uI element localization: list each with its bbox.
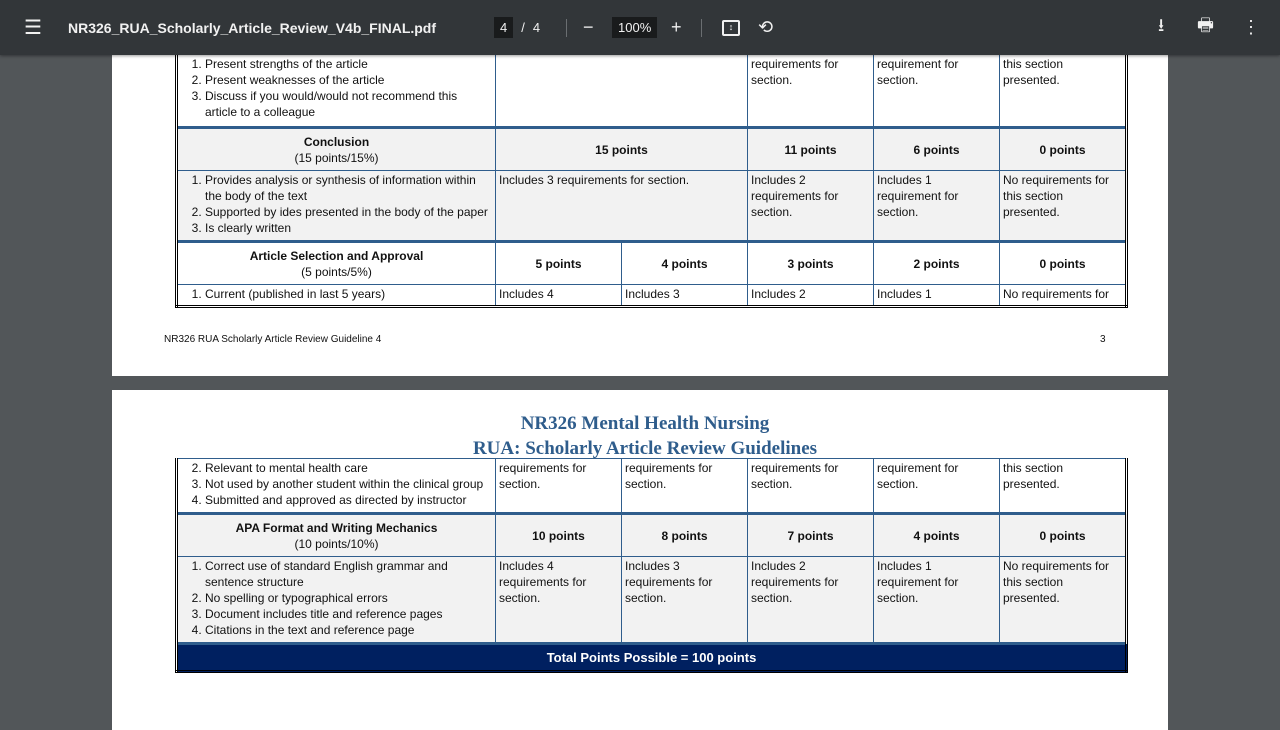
points-cell: 7 points bbox=[748, 514, 874, 557]
print-icon[interactable]: 🖶 bbox=[1197, 14, 1214, 35]
score-cell: requirement for section. bbox=[874, 41, 1000, 128]
score-cell: requirements for section. bbox=[622, 459, 748, 514]
criteria-cell bbox=[177, 459, 496, 514]
points-cell: 6 points bbox=[874, 128, 1000, 171]
score-cell: No requirements for this section presented. bbox=[1000, 557, 1127, 644]
list-item: 2. Present weaknesses of the article bbox=[205, 72, 492, 88]
criteria-cell bbox=[177, 171, 496, 242]
section-header-row bbox=[177, 128, 1127, 171]
list-item: 4. Submitted and approved as directed by instructor bbox=[205, 492, 492, 508]
document-title: NR326 Mental Health Nursing bbox=[520, 413, 770, 434]
score-cell: Includes 1 requirement for section. bbox=[874, 171, 1000, 242]
section-title: Article Selection and Approval (5 points/5%) bbox=[177, 242, 496, 285]
score-cell: Includes 3 requirements for section. bbox=[622, 557, 748, 644]
score-cell: Includes 3 requirements for section. bbox=[496, 171, 748, 242]
score-cell: Includes 4 bbox=[496, 285, 622, 307]
list-item: 1. Present strengths of the article bbox=[205, 56, 492, 72]
pdf-toolbar bbox=[0, 0, 1280, 55]
points-cell: 4 points bbox=[622, 242, 748, 285]
pdf-page-3 bbox=[112, 40, 1168, 376]
document-subtitle: RUA: Scholarly Article Review Guidelines bbox=[472, 438, 818, 459]
zoom-out-icon[interactable]: − bbox=[583, 17, 594, 37]
score-cell: this section presented. bbox=[1000, 41, 1127, 128]
table-row bbox=[177, 285, 1127, 307]
section-header-row bbox=[177, 242, 1127, 285]
points-cell: 0 points bbox=[1000, 242, 1127, 285]
menu-button[interactable] bbox=[24, 0, 42, 55]
rotate-icon[interactable]: ⟲ bbox=[758, 17, 774, 37]
section-header-row bbox=[177, 514, 1127, 557]
table-row bbox=[177, 557, 1127, 644]
rubric-table bbox=[175, 458, 1128, 673]
score-cell: requirements for section. bbox=[748, 459, 874, 514]
score-cell: Includes 2 requirements for section. bbox=[748, 171, 874, 242]
menu-icon[interactable]: ☰ bbox=[24, 17, 42, 39]
zoom-level-input[interactable]: 100% bbox=[612, 17, 657, 38]
page-separator: / bbox=[521, 20, 525, 35]
pdf-page-4 bbox=[112, 390, 1168, 730]
list-item: 2. Supported by ides presented in the body of the paper bbox=[205, 204, 492, 220]
list-item: 1. Correct use of standard English grammar and sentence structure bbox=[205, 558, 492, 590]
list-item: 3. Is clearly written bbox=[205, 220, 492, 236]
criteria-cell bbox=[177, 285, 496, 307]
total-points: Total Points Possible = 100 points bbox=[177, 644, 1127, 672]
list-item: 2. No spelling or typographical errors bbox=[205, 590, 492, 606]
divider bbox=[701, 19, 702, 37]
page-number: 3 bbox=[1100, 334, 1106, 345]
score-cell: requirement for section. bbox=[874, 459, 1000, 514]
points-cell: 3 points bbox=[748, 242, 874, 285]
list-item: 4. Citations in the text and reference page bbox=[205, 622, 492, 638]
list-item: 3. Not used by another student within the clinical group bbox=[205, 476, 492, 492]
section-title: Conclusion (15 points/15%) bbox=[177, 128, 496, 171]
criteria-cell bbox=[177, 557, 496, 644]
fit-page-icon[interactable]: ↕ bbox=[722, 20, 740, 36]
score-cell: Includes 3 bbox=[622, 285, 748, 307]
list-item: 1. Current (published in last 5 years) bbox=[205, 286, 492, 302]
score-cell: requirements for section. bbox=[748, 41, 874, 128]
list-item: 3. Document includes title and reference pages bbox=[205, 606, 492, 622]
more-vert-icon[interactable]: ⋮ bbox=[1242, 17, 1260, 37]
points-cell: 8 points bbox=[622, 514, 748, 557]
points-cell: 10 points bbox=[496, 514, 622, 557]
total-pages: 4 bbox=[532, 20, 541, 35]
total-row bbox=[177, 644, 1127, 672]
points-cell: 0 points bbox=[1000, 128, 1127, 171]
rubric-table bbox=[175, 40, 1128, 308]
table-row bbox=[177, 459, 1127, 514]
page-footer: NR326 RUA Scholarly Article Review Guideline 4 bbox=[164, 334, 382, 345]
score-cell: Includes 2 requirements for section. bbox=[748, 557, 874, 644]
score-cell: No requirements for bbox=[1000, 285, 1127, 307]
list-item: 2. Relevant to mental health care bbox=[205, 460, 492, 476]
score-cell: requirements for section. bbox=[496, 459, 622, 514]
list-item: 3. Discuss if you would/would not recommend this article to a colleague bbox=[205, 88, 492, 120]
points-cell: 15 points bbox=[496, 128, 748, 171]
download-icon[interactable]: ⭳ bbox=[1158, 14, 1165, 35]
page-number-input[interactable]: 4 bbox=[494, 17, 513, 38]
score-cell: Includes 1 bbox=[874, 285, 1000, 307]
page-indicator bbox=[494, 0, 540, 55]
zoom-in-icon[interactable]: + bbox=[671, 17, 682, 37]
points-cell: 4 points bbox=[874, 514, 1000, 557]
score-cell: Includes 4 requirements for section. bbox=[496, 557, 622, 644]
table-row bbox=[177, 171, 1127, 242]
points-cell: 0 points bbox=[1000, 514, 1127, 557]
list-item: 1. Provides analysis or synthesis of information within the body of the text bbox=[205, 172, 492, 204]
score-cell: Includes 1 requirement for section. bbox=[874, 557, 1000, 644]
points-cell: 2 points bbox=[874, 242, 1000, 285]
points-cell: 5 points bbox=[496, 242, 622, 285]
score-cell: Includes 2 bbox=[748, 285, 874, 307]
score-cell: No requirements for this section presented. bbox=[1000, 171, 1127, 242]
divider bbox=[566, 19, 567, 37]
section-title: APA Format and Writing Mechanics (10 points/10%) bbox=[177, 514, 496, 557]
file-title: NR326_RUA_Scholarly_Article_Review_V4b_FINAL.pdf bbox=[68, 19, 437, 36]
points-cell: 11 points bbox=[748, 128, 874, 171]
score-cell: this section presented. bbox=[1000, 459, 1127, 514]
